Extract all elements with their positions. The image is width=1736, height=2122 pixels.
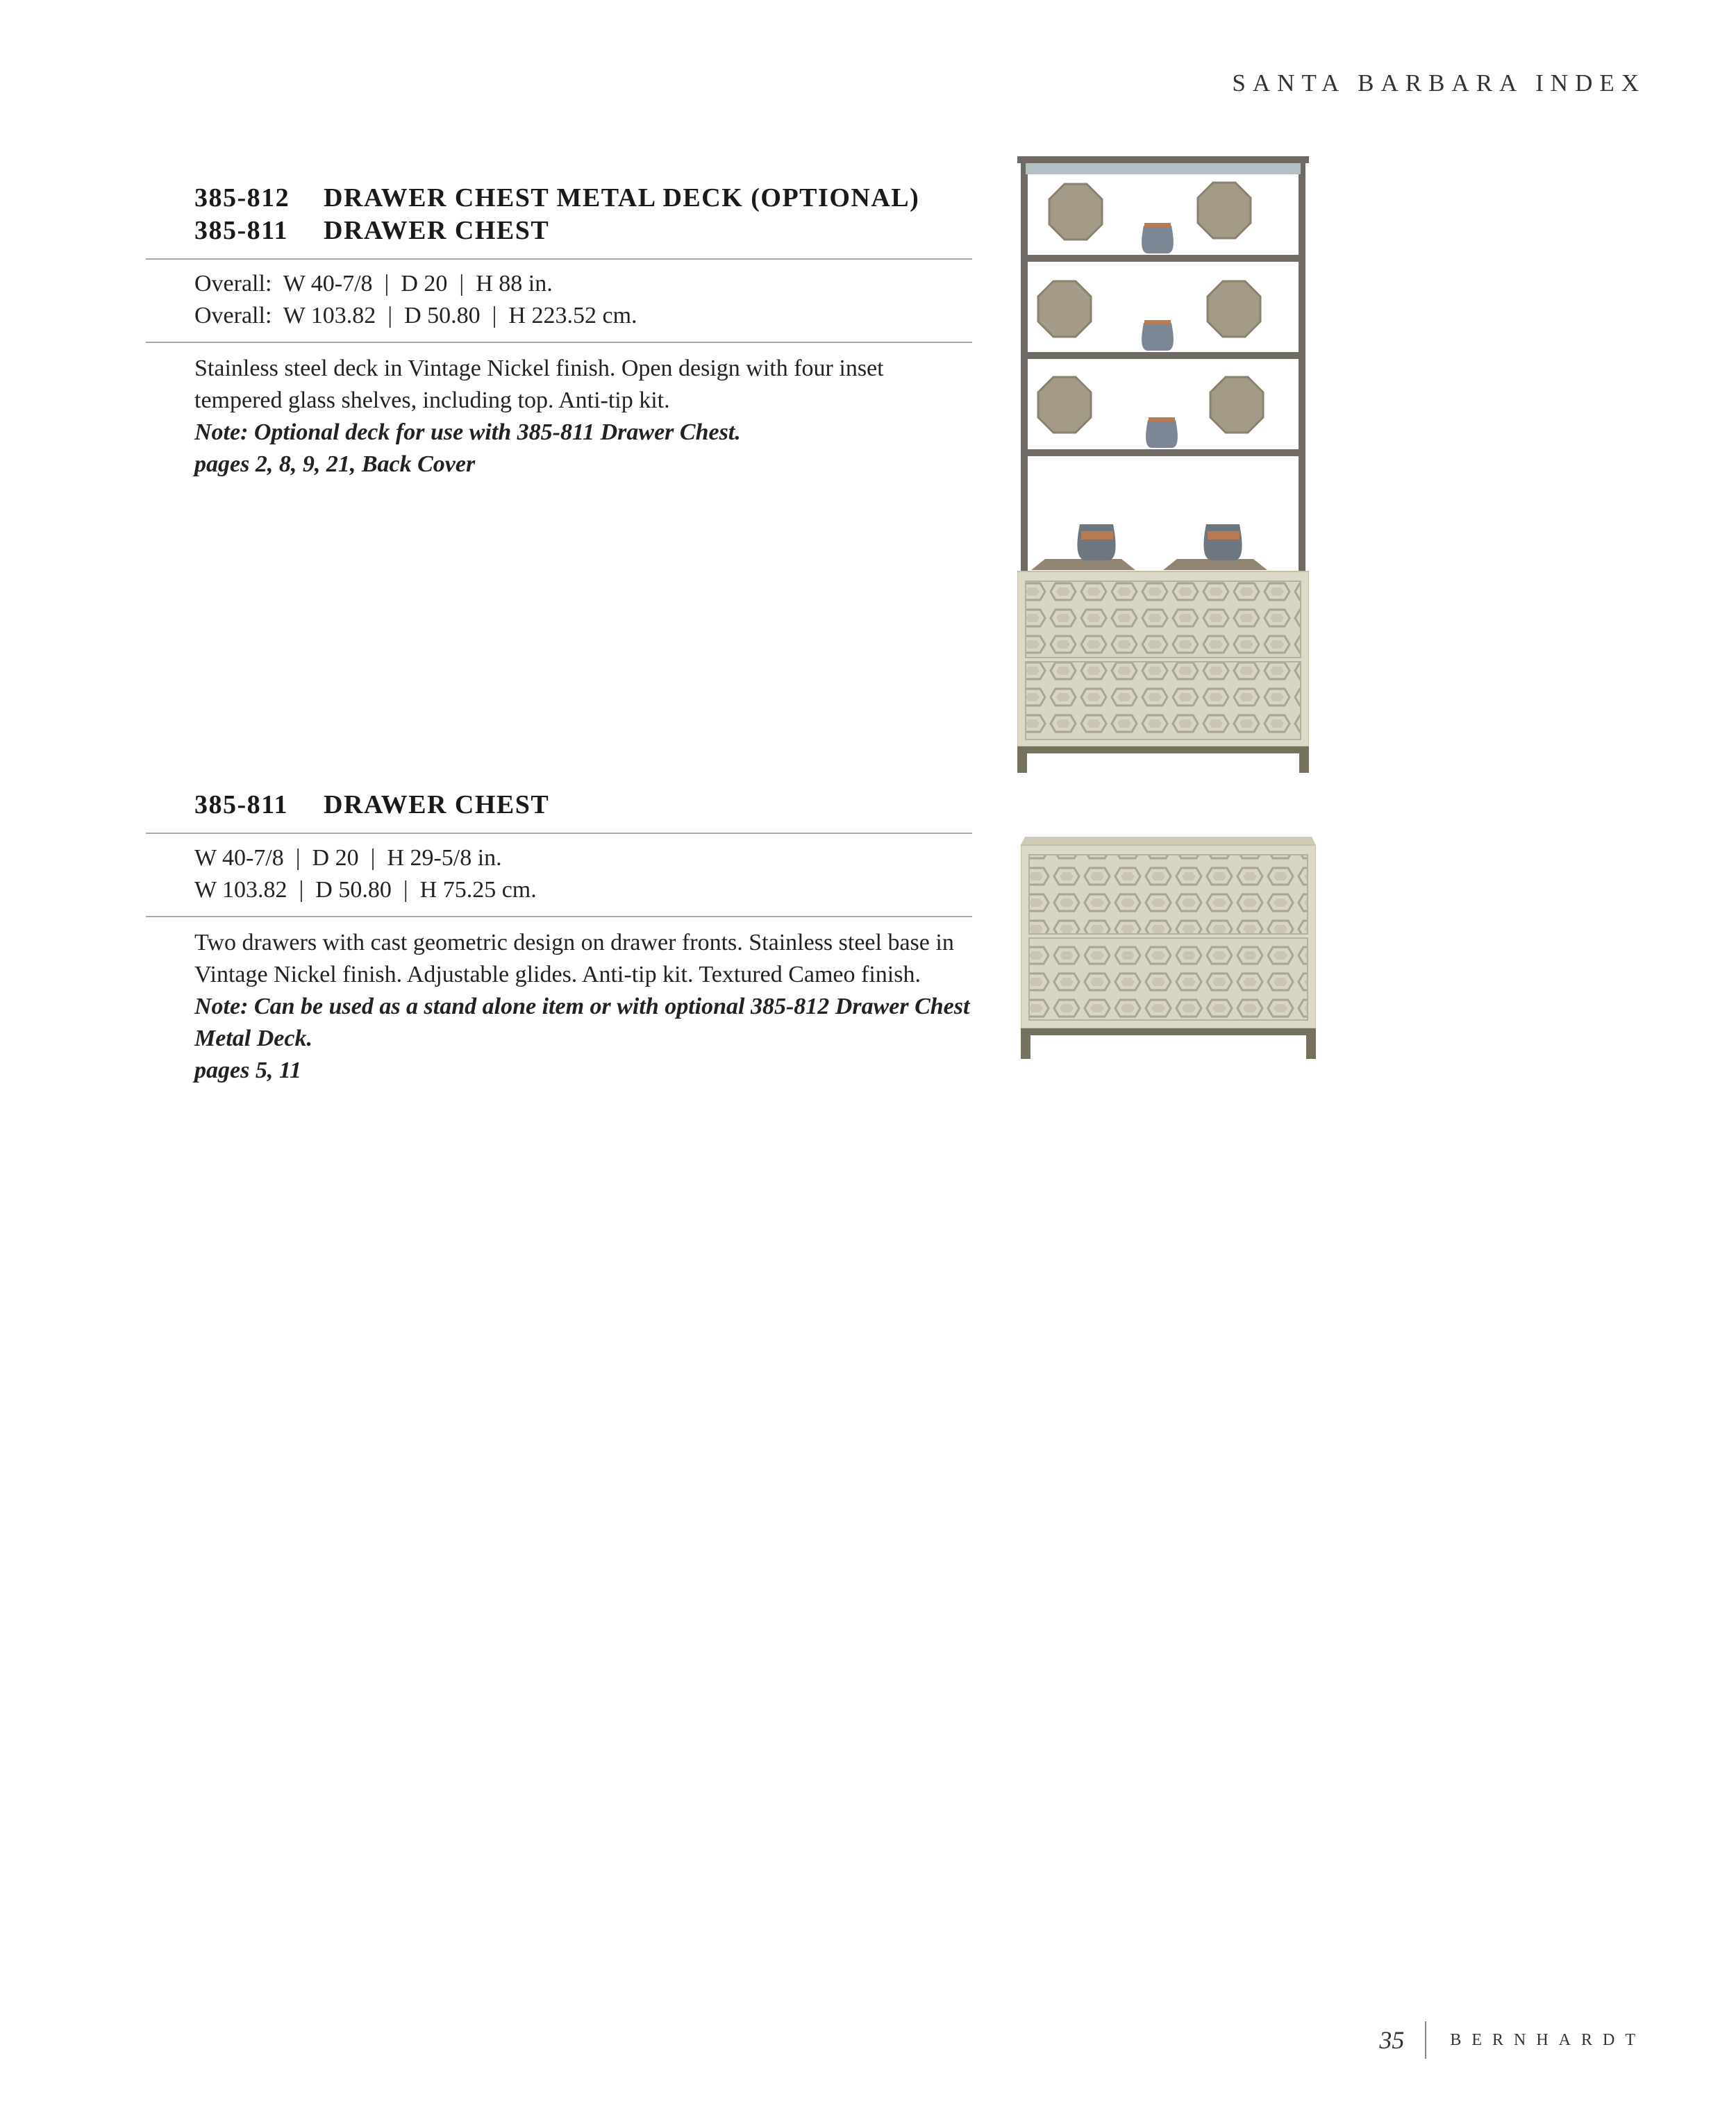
page-header-title: SANTA BARBARA INDEX xyxy=(1232,69,1646,97)
page-references: pages 5, 11 xyxy=(194,1058,301,1083)
product-title-line xyxy=(194,182,972,215)
note-text: Note: Optional deck for use with 385-811 Drawer Chest. xyxy=(194,419,741,445)
description-block xyxy=(194,343,972,481)
footer-divider xyxy=(1425,2021,1426,2059)
product-code: 385-811 xyxy=(194,790,289,819)
product-code: 385-812 xyxy=(194,183,290,212)
page-references: pages 2, 8, 9, 21, Back Cover xyxy=(194,451,476,477)
product-entry-chest xyxy=(194,789,972,1087)
product-name: DRAWER CHEST xyxy=(324,216,550,245)
product-title-line xyxy=(194,215,972,247)
description-block xyxy=(194,917,972,1087)
product-entry-deck xyxy=(194,182,972,481)
page-footer xyxy=(1379,2021,1646,2060)
drawer-chest-image xyxy=(1021,837,1316,1059)
description-text: Two drawers with cast geometric design on drawer fronts. Stainless steel base in Vintage Nickel finish. Adjustable glides. Anti-tip kit. Textured Cameo finish. xyxy=(194,930,954,987)
page-number: 35 xyxy=(1379,2026,1405,2054)
note-text: Note: Can be used as a stand alone item or with optional 385-812 Drawer Chest Metal Deck. xyxy=(194,994,970,1051)
brand-name: BERNHARDT xyxy=(1450,2030,1646,2049)
product-name: DRAWER CHEST xyxy=(324,790,550,819)
dimensions-metric: W 103.82 | D 50.80 | H 75.25 cm. xyxy=(194,877,537,903)
description-text: Stainless steel deck in Vintage Nickel finish. Open design with four inset tempered glass shelves, including top. Anti-tip kit. xyxy=(194,356,884,413)
product-code: 385-811 xyxy=(194,216,289,245)
dimensions-imperial: Overall: W 40-7/8 | D 20 | H 88 in. xyxy=(194,271,553,296)
product-name: DRAWER CHEST METAL DECK (OPTIONAL) xyxy=(324,183,920,212)
product-title xyxy=(194,182,972,247)
dimensions-block xyxy=(194,834,972,916)
dimensions-block xyxy=(194,260,972,342)
dimensions-metric: Overall: W 103.82 | D 50.80 | H 223.52 cm. xyxy=(194,303,637,328)
product-title xyxy=(194,789,972,821)
drawer-chest-with-deck-image xyxy=(1017,156,1309,773)
dimensions-imperial: W 40-7/8 | D 20 | H 29-5/8 in. xyxy=(194,845,502,871)
product-title-line xyxy=(194,789,972,821)
